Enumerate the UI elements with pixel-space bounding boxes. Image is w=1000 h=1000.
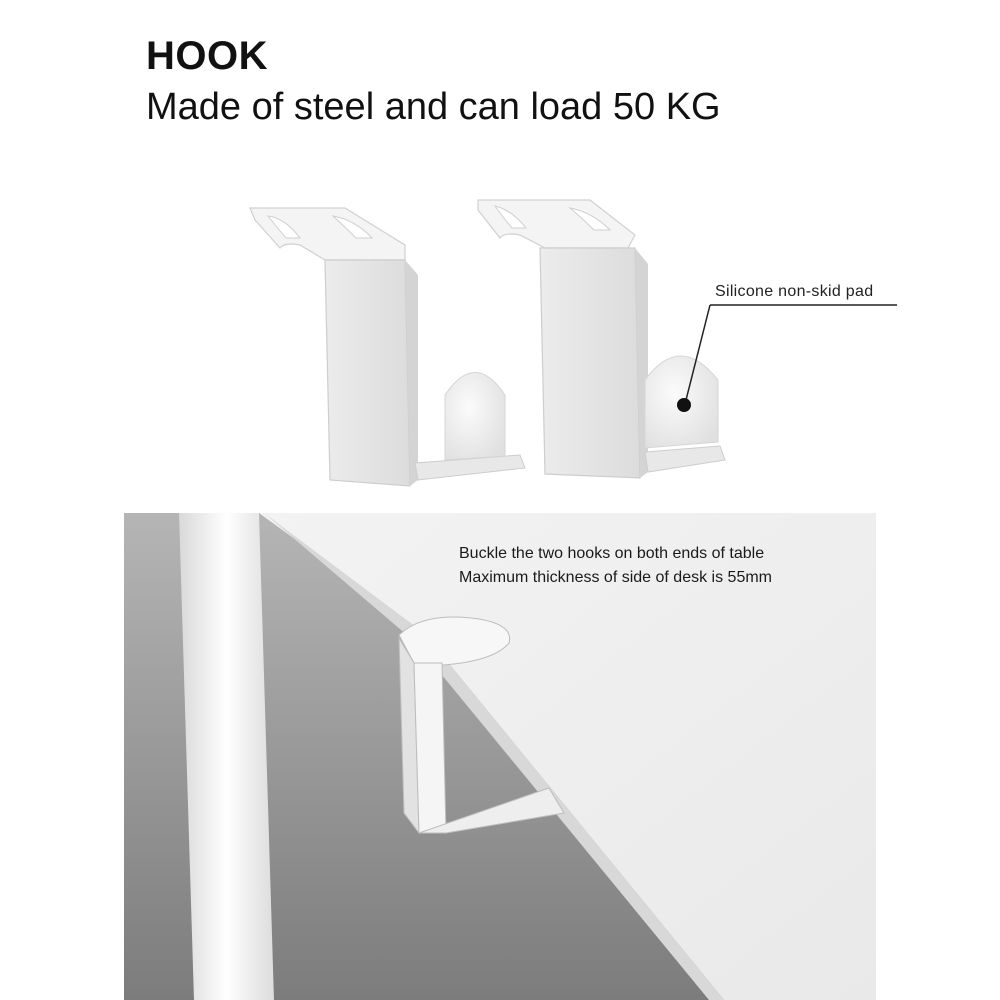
pad-callout-label: Silicone non-skid pad xyxy=(715,283,874,300)
instruction-line-1: Buckle the two hooks on both ends of table xyxy=(459,545,765,562)
subtitle: Made of steel and can load 50 KG xyxy=(146,86,721,128)
title: HOOK xyxy=(146,34,268,78)
instruction-line-2: Maximum thickness of side of desk is 55mm xyxy=(459,569,772,586)
hooks-product-image xyxy=(0,180,1000,510)
right-hook xyxy=(478,200,725,478)
left-hook xyxy=(250,208,525,486)
